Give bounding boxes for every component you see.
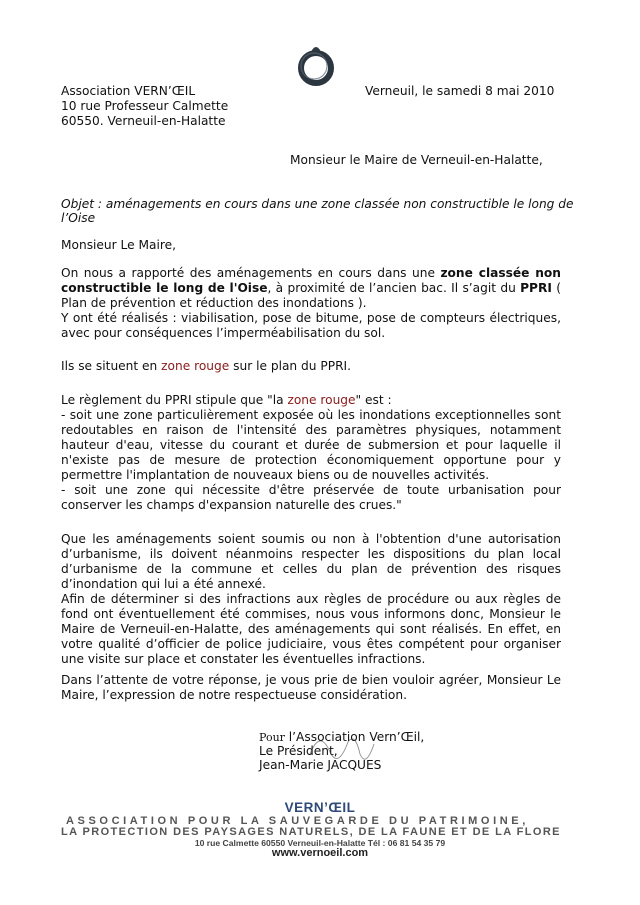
p3-text-a: Le règlement du PPRI stipule que "la [61, 393, 288, 407]
paragraph-3-intro [61, 393, 561, 408]
subject-line-2: l’Oise [61, 211, 96, 225]
p3-red-zone: zone rouge [287, 393, 356, 407]
p1-bold-zone: zone classée non constructible le long de l'Oise [61, 266, 561, 295]
sender-line-3: 60550. Verneuil-en-Halatte [61, 114, 226, 128]
paragraph-4-part-1: Que les aménagements soient soumis ou non à l'obtention d'une autorisation d’urbanisme, ils doivent néanmoins respecter les dispositions du plan local d’urbanisme de la commune et celles du plan de prévention des risques d’inondation qui lui a été annexé. [61, 532, 561, 591]
signature-line-2: Le Président, [259, 744, 338, 758]
p2-red-zone: zone rouge [161, 359, 230, 373]
p1-text-e: ( Plan de prévention et réduction des inondations ). [61, 281, 561, 310]
date-line: Verneuil, le samedi 8 mai 2010 [365, 84, 555, 98]
footer-website[interactable]: www.vernoeil.com [271, 847, 369, 859]
closing-formula: Dans l’attente de votre réponse, je vous prie de bien vouloir agréer, Monsieur Le Maire, l’expression de notre respectueuse considération. [61, 673, 561, 702]
signature-pour: Pour [259, 731, 285, 744]
sender-line-1: Association VERN’ŒIL [61, 84, 196, 98]
paragraph-2-text [61, 359, 561, 374]
p1-bold-ppri: PPRI [520, 281, 552, 295]
footer-address: 10 rue Calmette 60550 Verneuil-en-Halatte Tél : 06 81 54 35 79 [194, 838, 446, 848]
paragraph-5 [61, 673, 561, 703]
paragraph-3 [61, 393, 561, 513]
p2-text-c: sur le plan du PPRI. [229, 359, 352, 373]
signature-association: l’Association Vern’Œil, [284, 730, 425, 744]
p3-text-c: " est : [355, 393, 392, 407]
footer-mission-1: ASSOCIATION POUR LA SAUVEGARDE DU PATRIMOINE, [66, 815, 529, 827]
p1-text-c: , à proximité de l’ancien bac. Il s’agit du [267, 281, 521, 295]
footer-brand: VERN’ŒIL [284, 800, 356, 815]
logo [296, 44, 336, 86]
footer-mission-2: LA PROTECTION DES PAYSAGES NATURELS, DE LA FAUNE ET DE LA FLORE [61, 826, 561, 838]
paragraph-1-works: Y ont été réalisés : viabilisation, pose de bitume, pose de compteurs électriques, avec pour conséquences l’imperméabilisation du sol. [61, 311, 561, 340]
signature-line-3: Jean-Marie JACQUES [259, 758, 382, 772]
paragraph-3-point-1: - soit une zone particulièrement exposée où les inondations exceptionnelles sont redoutables en raison de l'intensité des paramètres physiques, notamment hauteur d'eau, vitesse du courant et durée de submersion et pour laquelle il n'existe pas de mesure de protection économiquement opportune pour y permettre l'implantation de nouveaux biens ou de nouvelles activités. [61, 408, 561, 482]
paragraph-3-point-2: - soit une zone qui nécessite d'être préservée de toute urbanisation pour conserver les champs d'expansion naturelle des crues." [61, 483, 561, 512]
p2-text-a: Ils se situent en [61, 359, 162, 373]
paragraph-1 [61, 266, 561, 341]
p1-text-a: On nous a rapporté des aménagements en cours dans une [61, 266, 441, 280]
subject-line-1: Objet : aménagements en cours dans une zone classée non constructible le long de [61, 197, 574, 211]
recipient: Monsieur le Maire de Verneuil-en-Halatte, [290, 153, 543, 167]
handwritten-signature [300, 724, 380, 774]
paragraph-1-main [61, 266, 561, 311]
salutation: Monsieur Le Maire, [61, 238, 176, 252]
paragraph-4-part-2: Afin de déterminer si des infractions aux règles de procédure ou aux règles de fond ont éventuellement été commises, nous vous informons donc, Monsieur le Maire de Verneuil-en-Halatte, des aménagements qui sont réalisés. En effet, en votre qualité d’officier de police judiciaire, vous êtes compétent pour organiser une visite sur place et constater les éventuelles infractions. [61, 592, 561, 666]
ring-knocker-logo-icon [296, 44, 336, 86]
paragraph-4 [61, 532, 561, 667]
sender-line-2: 10 rue Professeur Calmette [61, 99, 229, 113]
paragraph-2 [61, 359, 561, 374]
